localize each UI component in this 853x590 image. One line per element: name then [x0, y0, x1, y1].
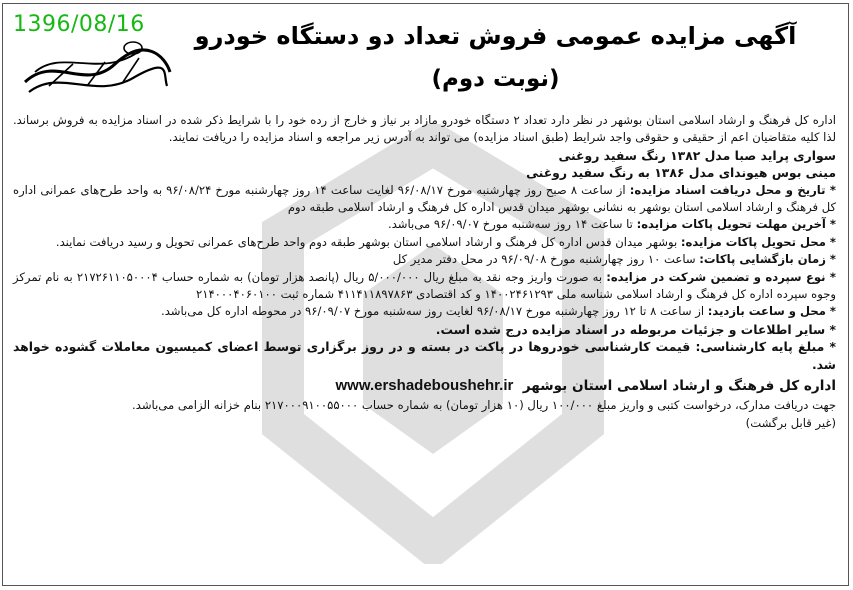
- condition-label: * محل تحویل پاکات مزایده:: [680, 234, 836, 249]
- condition-item: [13, 251, 836, 268]
- condition-item: [13, 182, 836, 217]
- ad-frame: [2, 3, 849, 586]
- condition-text: از ساعت ۸ تا ۱۲ روز چهارشنبه مورخ ۹۶/۰۸/۱۷ لغایت روز سه‌شنبه مورخ ۹۶/۰۹/۰۷ در محوطه اداره کل می‌باشد.: [161, 304, 708, 319]
- condition-label: * محل و ساعت بازدید:: [707, 304, 836, 319]
- footer-organization: [13, 375, 836, 397]
- condition-label: * سایر اطلاعات و جزئیات مربوطه در اسناد مزایده درج شده است.: [435, 321, 836, 337]
- condition-label: * زمان بازگشایی پاکات:: [699, 252, 836, 267]
- condition-item: [13, 216, 836, 233]
- ad-body: [13, 112, 836, 432]
- condition-text: بوشهر میدان قدس اداره کل فرهنگ و ارشاد اسلامی استان بوشهر طبقه دوم واحد طرح‌های عمرانی تحویل و رسید دریافت نمایند.: [55, 234, 681, 249]
- condition-label: * مبلغ پایه کارشناسی:: [695, 339, 836, 355]
- car-item-1: سواری پراید صبا مدل ۱۳۸۲ رنگ سفید روغنی: [558, 147, 836, 163]
- condition-text: قیمت کارشناسی خودروها در پاکت در بسته و در روز برگزاری توسط اعضای کمیسیون معاملات گشوده خواهد شد.: [13, 339, 836, 372]
- footer-note: جهت دریافت مدارک، درخواست کتبی و واریز مبلغ ۱۰۰/۰۰۰ ریال (۱۰ هزار تومان) به شماره حساب ۲۱۷۰۰۰۹۱۰۰۵۵۰۰۰ بنام خزانه الزامی می‌باشد.: [132, 398, 836, 413]
- condition-text: تا ساعت ۱۴ روز سه‌شنبه مورخ ۹۶/۰۹/۰۷ می‌باشد.: [388, 217, 637, 232]
- condition-item: [13, 234, 836, 251]
- ad-subtitle: (نوبت دوم): [431, 66, 560, 92]
- condition-item: [13, 303, 836, 320]
- condition-item: [13, 321, 836, 338]
- condition-label: * تاریخ و محل دریافت اسناد مزایده:: [629, 182, 836, 197]
- non-refundable-note: (غیر قابل برگشت): [745, 415, 836, 430]
- footer-org-name: اداره کل فرهنگ و ارشاد اسلامی استان بوشهر: [522, 378, 836, 395]
- condition-label: * نوع سپرده و تضمین شرکت در مزایده:: [606, 269, 836, 284]
- condition-text: ساعت ۱۰ روز چهارشنبه مورخ ۹۶/۰۹/۰۸ در محل دفتر مدیر کل: [392, 252, 700, 267]
- condition-item: [13, 269, 836, 304]
- condition-label: * آخرین مهلت تحویل پاکات مزایده:: [636, 217, 836, 232]
- condition-text: به صورت واریز وجه نقد به مبلغ ریال ۵/۰۰۰/۰۰۰ ریال (پانصد هزار تومان) به شماره حساب ۲۱۷۲۶۱۱۰۵۰۰۰۴ به نام تمرکز وجوه سپرده اداره کل فرهنگ و ارشاد اسلامی شناسه ملی ۱۴۰۰۲۴۶۱۲۹۳ و کد اقتصادی ۴۱۱۴۱۱۸۹۷۸۶۳ شماره ثبت ۲۱۴۰۰۰۴۰۶۰۱۰۰: [13, 269, 836, 302]
- ministry-logo: [15, 34, 175, 104]
- condition-item: [13, 338, 836, 373]
- ad-title: آگهی مزایده عمومی فروش تعداد دو دستگاه خودرو: [194, 22, 797, 50]
- condition-text: از ساعت ۸ صبح روز چهارشنبه مورخ ۹۶/۰۸/۱۷ لغایت ساعت ۱۴ روز چهارشنبه مورخ ۹۶/۰۸/۲۴ به واحد طرح‌های عمرانی اداره کل فرهنگ و ارشاد اسلامی استان بوشهر به نشانی بوشهر میدان قدس اداره کل فرهنگ و ارشاد اسلامی طبقه دوم: [13, 182, 836, 215]
- website-link[interactable]: www.ershadeboushehr.ir: [335, 377, 514, 395]
- intro-paragraph: اداره کل فرهنگ و ارشاد اسلامی استان بوشهر در نظر دارد تعداد ۲ دستگاه خودرو مازاد بر نیاز و خارج از رده خود را با شرایط ذکر شده در اسناد مزایده به فروش برساند. لذا کلیه متقاضیان اعم از حقیقی و حقوقی واجد شرایط (طبق اسناد مزایده) می تواند به آدرس زیر مراجعه و اسناد مزایده را دریافت نمایند.: [13, 113, 836, 145]
- date-stamp: 1396/08/16: [13, 12, 145, 37]
- car-item-2: مینی بوس هیوندای مدل ۱۳۸۶ به رنگ سفید روغنی: [526, 165, 836, 181]
